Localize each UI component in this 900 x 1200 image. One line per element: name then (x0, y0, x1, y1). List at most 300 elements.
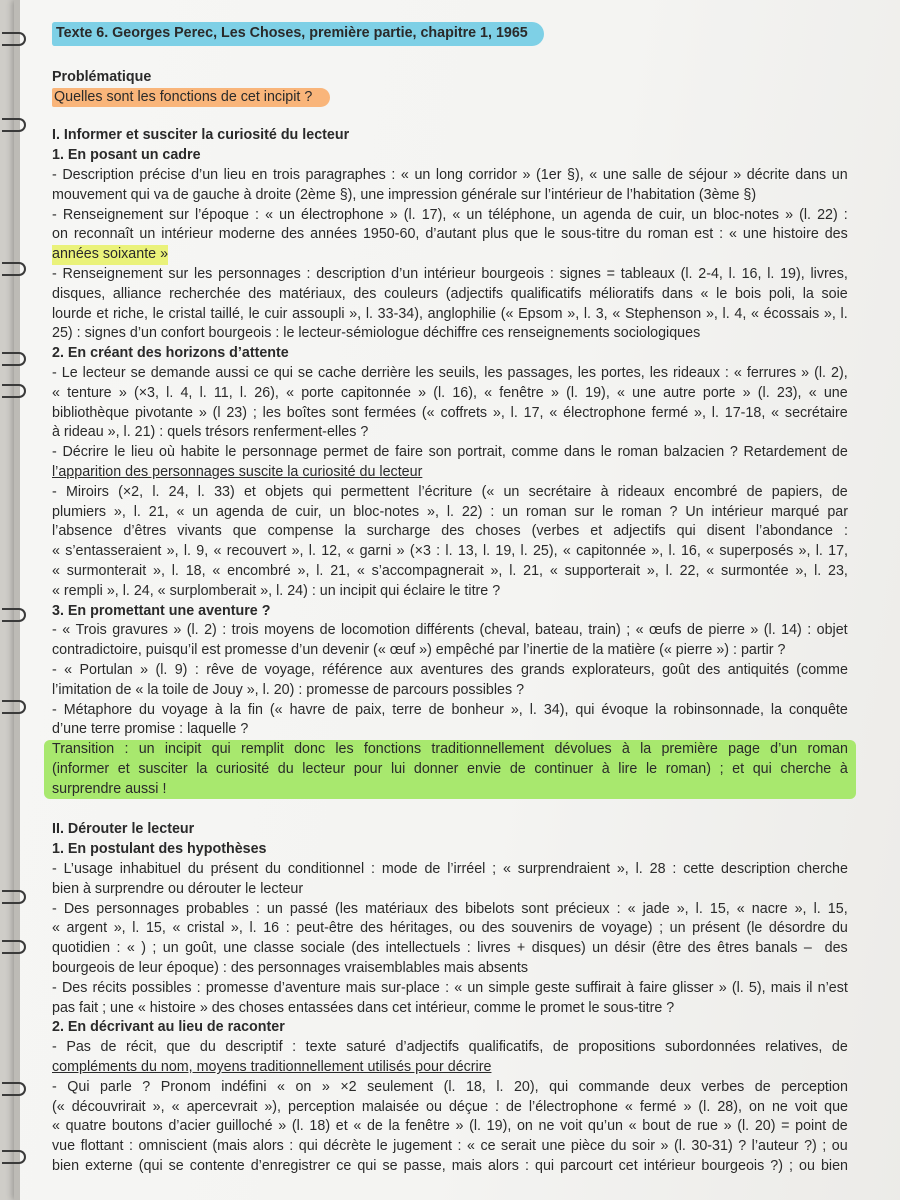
word: bateau, (535, 622, 583, 639)
word: passé (289, 900, 328, 917)
word: « (729, 226, 737, 243)
word: (des (351, 940, 380, 957)
word: encombré (673, 483, 738, 500)
text-line (52, 404, 848, 424)
word: roman) (665, 760, 711, 777)
word: ou (426, 1098, 442, 1115)
word: l’auteur (751, 1138, 799, 1155)
word: ce (336, 1158, 352, 1175)
word: dans (661, 285, 693, 302)
word: des (481, 920, 505, 937)
word: bourgeois (481, 265, 545, 282)
word: incipit (164, 741, 202, 758)
word: une (541, 1138, 566, 1155)
word: locomotion (340, 622, 411, 639)
binder-ring (2, 890, 26, 904)
word: possibles (131, 979, 192, 996)
word: « (700, 285, 709, 302)
word: « (562, 543, 571, 560)
word: « (635, 622, 644, 639)
text-line: contradictoire, puisqu’il est promesse d’un devenir (« œuf ») empêché par l’inertie de la matière (« pierre ») : partir ? (52, 642, 786, 659)
part1-sub1-text (52, 166, 848, 344)
word: ce (480, 1138, 496, 1155)
word: « (286, 384, 295, 401)
word: 18) (309, 1118, 331, 1135)
word: portrait, (457, 444, 506, 461)
word: souvenirs (511, 920, 573, 937)
word: (l. (469, 1118, 482, 1135)
word: train) (588, 622, 621, 639)
word: Stephenson (624, 305, 702, 322)
word: disques) (531, 940, 586, 957)
word: robinsonnade, (673, 701, 764, 718)
page-edge-shadow (14, 0, 20, 1200)
word: pierre (708, 622, 745, 639)
word: se (382, 1158, 398, 1175)
word: en (251, 166, 268, 183)
word: serait (501, 1138, 537, 1155)
word: l. (171, 562, 179, 579)
word: de (831, 1118, 848, 1135)
text-line: bourgeois de leur époque) : des personnages vraisemblables mais absents (52, 960, 529, 977)
word: le (600, 444, 612, 461)
word: qu’un (588, 1118, 623, 1135)
word: de (428, 701, 445, 718)
word: « (353, 1118, 362, 1135)
word: « (52, 562, 60, 579)
text-line (52, 305, 848, 325)
word: continuer (534, 760, 594, 777)
word: – (803, 940, 812, 957)
word: un (266, 900, 283, 917)
word: bien (52, 1158, 80, 1175)
word: curiosité (215, 760, 270, 777)
word: », (490, 562, 503, 579)
word: 28), (717, 1098, 742, 1115)
word: un (831, 166, 848, 183)
word: mais (345, 979, 376, 996)
word: relatives, (765, 1039, 823, 1056)
part1-sub3-heading: 3. En promettant une aventure ? (52, 602, 271, 619)
binder-edge (0, 0, 14, 1200)
word: propositions (578, 1039, 656, 1056)
word: l’écriture (418, 483, 473, 500)
word: » (522, 166, 531, 183)
word: boîtes (286, 404, 326, 421)
word: 22) (461, 503, 483, 520)
word: l’abondance (755, 523, 833, 540)
word: bien (820, 1158, 848, 1175)
word: parle (99, 1078, 132, 1095)
word: du (139, 701, 155, 718)
word: 1950-60, (362, 226, 420, 243)
word: - (52, 166, 57, 183)
word: » (750, 622, 759, 639)
word: », (297, 562, 310, 579)
word: Portulan (79, 661, 133, 678)
word: (« (421, 404, 435, 421)
word: les (194, 265, 213, 282)
word: 2), (831, 364, 848, 381)
text-line (52, 285, 848, 305)
word: conditionnel (287, 861, 365, 878)
word: le (248, 305, 260, 322)
word: (l. (763, 622, 776, 639)
part1-sub2-heading: 2. En créant des horizons d’attente (52, 345, 289, 362)
word: de (667, 166, 684, 183)
word: plumiers (52, 503, 107, 520)
word: (l. (186, 622, 199, 639)
binder-ring (2, 262, 26, 276)
word: d’un (191, 166, 219, 183)
text-line (52, 265, 848, 285)
word: des (687, 940, 711, 957)
word: », (230, 920, 243, 937)
word: différents (415, 622, 475, 639)
word: cuir, (658, 206, 686, 223)
word: : (724, 364, 729, 381)
word: 17-18, (724, 404, 766, 421)
word: l. (728, 265, 736, 282)
word: « (400, 166, 409, 183)
word: 11, (213, 384, 233, 401)
word: » (550, 384, 559, 401)
binder-ring (2, 384, 26, 398)
word: cristal (186, 920, 225, 937)
word: s’accompagnerait (371, 562, 484, 579)
word: 19), (780, 265, 805, 282)
word: bloc-notes (713, 206, 780, 223)
part1-sub1-heading: 1. En posant un cadre (52, 147, 201, 164)
text-line (52, 443, 848, 463)
word: faire (395, 444, 423, 461)
word: ce (253, 364, 269, 381)
word: de (100, 1039, 117, 1056)
word: terre (392, 701, 422, 718)
word: derrière (361, 364, 411, 381)
word: « (549, 562, 558, 579)
word: les (262, 404, 281, 421)
word: suffirait (575, 979, 621, 996)
word: est (694, 226, 714, 243)
word: « (212, 562, 221, 579)
word: l. (316, 562, 324, 579)
word: de (746, 483, 763, 500)
word: ? (142, 1078, 151, 1095)
word: un (503, 483, 520, 500)
word: externe (85, 1158, 133, 1175)
word: 3, (595, 305, 608, 322)
word: Epsom (518, 305, 563, 322)
word: compense (267, 523, 334, 540)
word: « (733, 364, 742, 381)
word: : (843, 523, 848, 540)
word: surmontée (720, 562, 789, 579)
word: trois (272, 166, 300, 183)
word: des (441, 523, 465, 540)
word: 34), (543, 701, 569, 718)
word: l. (133, 503, 141, 520)
word: s’entasseraient (65, 543, 162, 560)
word: boutons (111, 1118, 163, 1135)
word: 12, (321, 543, 342, 560)
word: qui (357, 1158, 377, 1175)
word: 15, (145, 920, 166, 937)
part1-sub2-text (52, 364, 848, 602)
word: jade (642, 900, 670, 917)
word: ; (789, 1158, 793, 1175)
word: la (344, 523, 356, 540)
word: glisser (672, 979, 714, 996)
binder-ring (2, 608, 26, 622)
word: du (187, 861, 204, 878)
word: voyage) (601, 920, 653, 937)
word: », (492, 404, 505, 421)
word: ?) (770, 1158, 783, 1175)
word: de (505, 1098, 522, 1115)
word: nacre (751, 900, 788, 917)
transition-line (52, 760, 848, 780)
word: l. (767, 265, 775, 282)
word: (l. (291, 1118, 304, 1135)
word: pièce (570, 1138, 606, 1155)
word: explorateurs, (572, 661, 655, 678)
word: - (52, 900, 57, 917)
word: de (831, 483, 848, 500)
word: présent (692, 920, 740, 937)
word: superposés (719, 543, 794, 560)
word: - (52, 1039, 57, 1056)
word: (×3, (133, 384, 159, 401)
word: ; (719, 760, 724, 777)
word: « (503, 861, 511, 878)
word: bibelots (465, 900, 515, 917)
word: voyage (161, 701, 208, 718)
word: rêve (206, 661, 234, 678)
word: et (335, 1118, 348, 1135)
word: d’un (391, 265, 419, 282)
word: 26), (254, 384, 279, 401)
word: qui (676, 523, 696, 540)
word: de (424, 861, 441, 878)
word: », (567, 305, 580, 322)
word: » (718, 979, 727, 996)
text-line (52, 939, 848, 959)
word: 33-34), (377, 305, 423, 322)
word: trois (231, 622, 259, 639)
word: - (52, 265, 57, 282)
word: sont (331, 404, 359, 421)
word: cherche (797, 861, 848, 878)
word: « (627, 900, 636, 917)
word: Trois (75, 622, 107, 639)
word: bloc-notes (353, 503, 420, 520)
word: (adjectifs (445, 285, 504, 302)
word: intérieur (643, 1158, 696, 1175)
word: : (196, 979, 201, 996)
word: décrète (323, 1138, 372, 1155)
word: l. (695, 900, 703, 917)
word: couleurs (384, 285, 439, 302)
word: quotidien (52, 940, 111, 957)
word: pour (353, 760, 383, 777)
word: marqué (770, 503, 820, 520)
word: aussi (215, 364, 249, 381)
word: », (676, 900, 689, 917)
text-line (52, 860, 848, 880)
word: sous-titre (561, 226, 620, 243)
word: descriptif (225, 1039, 283, 1056)
word: que (824, 1098, 848, 1115)
word: roman (621, 503, 662, 520)
word: omniscient (138, 1138, 207, 1155)
word: d’êtres (123, 523, 167, 540)
word: - (52, 1078, 57, 1095)
word: l. (197, 483, 205, 500)
word: », (349, 305, 362, 322)
word: classe (253, 940, 295, 957)
text-line: 25) : signes d’un confort bourgeois : le lecteur-sémiologue déchiffre ces renseignements sociologiques (52, 325, 701, 342)
word: ; (659, 920, 664, 937)
word: du (199, 1039, 216, 1056)
word: années (310, 226, 358, 243)
word: 4, (180, 384, 193, 401)
word: présent (210, 861, 259, 878)
word: « (126, 940, 135, 957)
word: : (128, 1138, 133, 1155)
word: lieu (131, 444, 154, 461)
text-line: l’apparition des personnages suscite la curiosité du lecteur (52, 463, 423, 480)
word: : (292, 1039, 297, 1056)
word: Pronom (160, 1078, 211, 1095)
word: roman (807, 741, 848, 758)
word: rue (697, 1118, 718, 1135)
word: qualificatifs (510, 285, 582, 302)
word: mais (770, 979, 801, 996)
word: à (601, 760, 610, 777)
word: faire (639, 979, 668, 996)
word: - (52, 661, 57, 678)
word: paragraphes (305, 166, 386, 183)
word: garni (359, 543, 392, 560)
word: saturé (346, 1039, 386, 1056)
word: que (166, 1039, 191, 1056)
word: un (691, 206, 708, 223)
word: papiers, (771, 483, 823, 500)
word: rideaux (617, 483, 665, 500)
word: L’usage (63, 861, 113, 878)
word: roman (526, 503, 567, 520)
word: secrétaire (784, 404, 848, 421)
word: l. (520, 543, 528, 560)
problematique-question: Quelles sont les fonctions de cet incipit ? (52, 88, 330, 108)
word: dévolues (554, 741, 612, 758)
word: cuir, (295, 503, 322, 520)
word: - (52, 979, 57, 996)
word: alors (487, 1158, 519, 1175)
word: « (750, 305, 759, 322)
word: rideaux (673, 364, 720, 381)
word: son (428, 444, 452, 461)
word: 23), (776, 384, 802, 401)
word: ou (831, 1138, 848, 1155)
text-line: années soixante » (52, 245, 168, 265)
word: on (52, 226, 68, 243)
word: 17, (828, 543, 848, 560)
word: : (285, 920, 290, 937)
word: première (661, 741, 718, 758)
word: des (697, 661, 721, 678)
word: (être (651, 940, 682, 957)
word: capitonnée (340, 384, 411, 401)
word: (1er (536, 166, 562, 183)
word: portes, (601, 364, 645, 381)
word: découvrirait (71, 1098, 146, 1115)
word: 20), (513, 1078, 539, 1095)
word: - (52, 444, 57, 461)
word: 30-31) (691, 1138, 733, 1155)
word: page (728, 741, 760, 758)
word: fermé (639, 1098, 677, 1115)
word: ou (459, 920, 476, 937)
word: : (494, 1098, 499, 1115)
word: coffrets (440, 404, 488, 421)
word: la (196, 760, 208, 777)
word: le (716, 285, 728, 302)
word: du (831, 920, 848, 937)
word: évoque (601, 701, 649, 718)
word: de (373, 444, 390, 461)
word: et (117, 760, 130, 777)
word: guilloché (216, 1118, 273, 1135)
transition-highlight (44, 740, 856, 799)
word: traditionnellement (431, 741, 545, 758)
word: déçue (448, 1098, 488, 1115)
word: : (194, 661, 199, 678)
word: personnage (242, 444, 318, 461)
word: remplit (240, 741, 284, 758)
word: l. (815, 543, 823, 560)
word: décrite (746, 166, 790, 183)
text-line: l’imitation de « la toile de Jouy », l. 20) : promesse de parcours possibles ? (52, 681, 525, 698)
word: passages, (507, 364, 573, 381)
word: (verbes (531, 523, 580, 540)
text-line (52, 225, 848, 245)
word: « (52, 920, 60, 937)
word: », (291, 543, 304, 560)
word: roman (617, 444, 659, 461)
word: l. (665, 562, 673, 579)
word: Des (63, 900, 90, 917)
word: un (669, 920, 686, 937)
text-line (52, 1137, 848, 1157)
word: - (52, 701, 57, 718)
word: 17), (421, 206, 447, 223)
word: de (579, 920, 596, 937)
text-line (52, 1038, 848, 1058)
binder-ring (2, 700, 26, 714)
word: qui (535, 1158, 555, 1175)
word: contente (189, 1158, 245, 1175)
word: subordonnées (664, 1039, 756, 1056)
word: sont (521, 900, 549, 917)
word: seulement (367, 1078, 434, 1095)
text-line: compléments du nom, moyens traditionnellement utilisés pour décrire (52, 1059, 492, 1076)
word: de (241, 661, 258, 678)
word: mais (451, 1158, 482, 1175)
word: voit (794, 1098, 818, 1115)
word: banals (755, 940, 798, 957)
